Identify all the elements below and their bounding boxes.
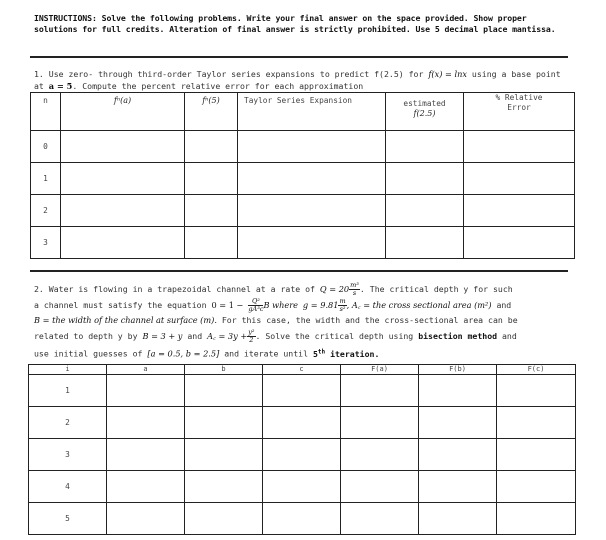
answer-cell[interactable]	[185, 407, 263, 439]
table-row	[29, 503, 576, 535]
answer-cell[interactable]	[61, 131, 185, 163]
bisection-table	[28, 364, 576, 535]
answer-cell[interactable]	[419, 503, 497, 535]
answer-cell[interactable]	[419, 439, 497, 471]
answer-cell[interactable]	[61, 163, 185, 195]
row-i: 2	[29, 407, 107, 439]
answer-cell[interactable]	[107, 471, 185, 503]
question-2	[34, 282, 564, 362]
col-fc: F(c)	[497, 365, 576, 375]
answer-cell[interactable]	[107, 407, 185, 439]
q2-line-3: B = the width of the channel at surface (m). For this case, the width and the cross-sectional area can be	[34, 315, 518, 325]
answer-cell[interactable]	[497, 471, 576, 503]
col-fb: F(b)	[419, 365, 497, 375]
table-row	[31, 195, 575, 227]
taylor-table-header	[31, 93, 575, 131]
answer-cell[interactable]	[464, 227, 575, 259]
answer-cell[interactable]	[341, 407, 419, 439]
answer-cell[interactable]	[341, 503, 419, 535]
divider-middle	[30, 270, 568, 272]
answer-cell[interactable]	[185, 195, 238, 227]
bisection-table-header	[29, 365, 576, 375]
col-fa: F(a)	[341, 365, 419, 375]
answer-cell[interactable]	[107, 375, 185, 407]
answer-cell[interactable]	[341, 439, 419, 471]
table-row	[29, 439, 576, 471]
col-fn-5: fⁿ(5)	[185, 93, 238, 131]
answer-cell[interactable]	[419, 407, 497, 439]
taylor-table	[30, 92, 575, 259]
q2-line-5: use initial guesses of [a = 0.5, b = 2.5] and iterate until 5th iteration.	[34, 348, 380, 359]
answer-cell[interactable]	[341, 471, 419, 503]
table-row	[31, 131, 575, 163]
divider-top	[30, 56, 568, 58]
answer-cell[interactable]	[263, 407, 341, 439]
row-n: 2	[31, 195, 61, 227]
answer-cell[interactable]	[238, 131, 386, 163]
answer-cell[interactable]	[263, 439, 341, 471]
answer-cell[interactable]	[497, 375, 576, 407]
col-taylor: Taylor Series Expansion	[238, 93, 386, 131]
answer-cell[interactable]	[419, 375, 497, 407]
row-i: 3	[29, 439, 107, 471]
answer-cell[interactable]	[185, 503, 263, 535]
answer-cell[interactable]	[341, 375, 419, 407]
row-n: 0	[31, 131, 61, 163]
answer-cell[interactable]	[185, 131, 238, 163]
q2-line-1: 2. Water is flowing in a trapezoidal channel at a rate of Q = 20 $\frac{\text{m³}}{s}$ . The critical depth y for such	[34, 281, 513, 297]
answer-cell[interactable]	[419, 471, 497, 503]
q2-line-4: related to depth y by B = 3 + y and A꜀ = 3y + $\frac{\text{y²}}{2}$ . Solve the critical depth using bisection method and	[34, 327, 517, 344]
col-b: b	[185, 365, 263, 375]
q1-base-point: a = 5	[48, 81, 73, 91]
col-relative-error: % Relative Error	[464, 93, 575, 131]
table-row	[31, 163, 575, 195]
question-1	[34, 68, 564, 92]
answer-cell[interactable]	[386, 163, 464, 195]
q1-prefix: 1. Use zero- through third-order Taylor series expansions to predict f(2.5) for	[34, 69, 424, 79]
answer-cell[interactable]	[238, 163, 386, 195]
answer-cell[interactable]	[497, 407, 576, 439]
col-i: i	[29, 365, 107, 375]
answer-cell[interactable]	[464, 195, 575, 227]
answer-cell[interactable]	[464, 163, 575, 195]
col-fn-a: fⁿ(a)	[61, 93, 185, 131]
instructions: INSTRUCTIONS: Solve the following problems. Write your final answer on the space provided. Show proper solutions for full credits. Alteration of final answer is strictly prohibited. Use 5 decimal place mantissa.	[34, 13, 556, 34]
col-c: c	[263, 365, 341, 375]
answer-cell[interactable]	[497, 503, 576, 535]
answer-cell[interactable]	[185, 471, 263, 503]
answer-cell[interactable]	[386, 131, 464, 163]
answer-cell[interactable]	[185, 375, 263, 407]
answer-cell[interactable]	[185, 439, 263, 471]
answer-cell[interactable]	[185, 163, 238, 195]
col-n: n	[31, 93, 61, 131]
row-i: 1	[29, 375, 107, 407]
answer-cell[interactable]	[386, 195, 464, 227]
q1-mid: using a base point at	[34, 69, 561, 91]
answer-cell[interactable]	[464, 131, 575, 163]
col-a: a	[107, 365, 185, 375]
q1-function: f(x) = lnx	[428, 69, 467, 79]
answer-cell[interactable]	[61, 195, 185, 227]
table-row	[29, 407, 576, 439]
answer-cell[interactable]	[263, 471, 341, 503]
row-n: 1	[31, 163, 61, 195]
row-i: 5	[29, 503, 107, 535]
answer-cell[interactable]	[238, 227, 386, 259]
answer-cell[interactable]	[107, 439, 185, 471]
answer-cell[interactable]	[263, 375, 341, 407]
answer-cell[interactable]	[61, 227, 185, 259]
table-row	[31, 227, 575, 259]
row-i: 4	[29, 471, 107, 503]
answer-cell[interactable]	[497, 439, 576, 471]
answer-cell[interactable]	[263, 503, 341, 535]
row-n: 3	[31, 227, 61, 259]
q2-line-2: a channel must satisfy the equation 0 = 1 − $\frac{\text{Q²}}{\text{gA³c}}$ B where g = 9.81 $\frac{m}{\text{s²}}$ , A꜀ = the cross sectional area (m²) and	[34, 296, 512, 313]
answer-cell[interactable]	[185, 227, 238, 259]
table-row	[29, 375, 576, 407]
answer-cell[interactable]	[107, 503, 185, 535]
table-row	[29, 471, 576, 503]
answer-cell[interactable]	[238, 195, 386, 227]
col-estimated: estimated f(2.5)	[386, 93, 464, 131]
answer-cell[interactable]	[386, 227, 464, 259]
q1-suffix: . Compute the percent relative error for each approximation	[72, 81, 364, 91]
